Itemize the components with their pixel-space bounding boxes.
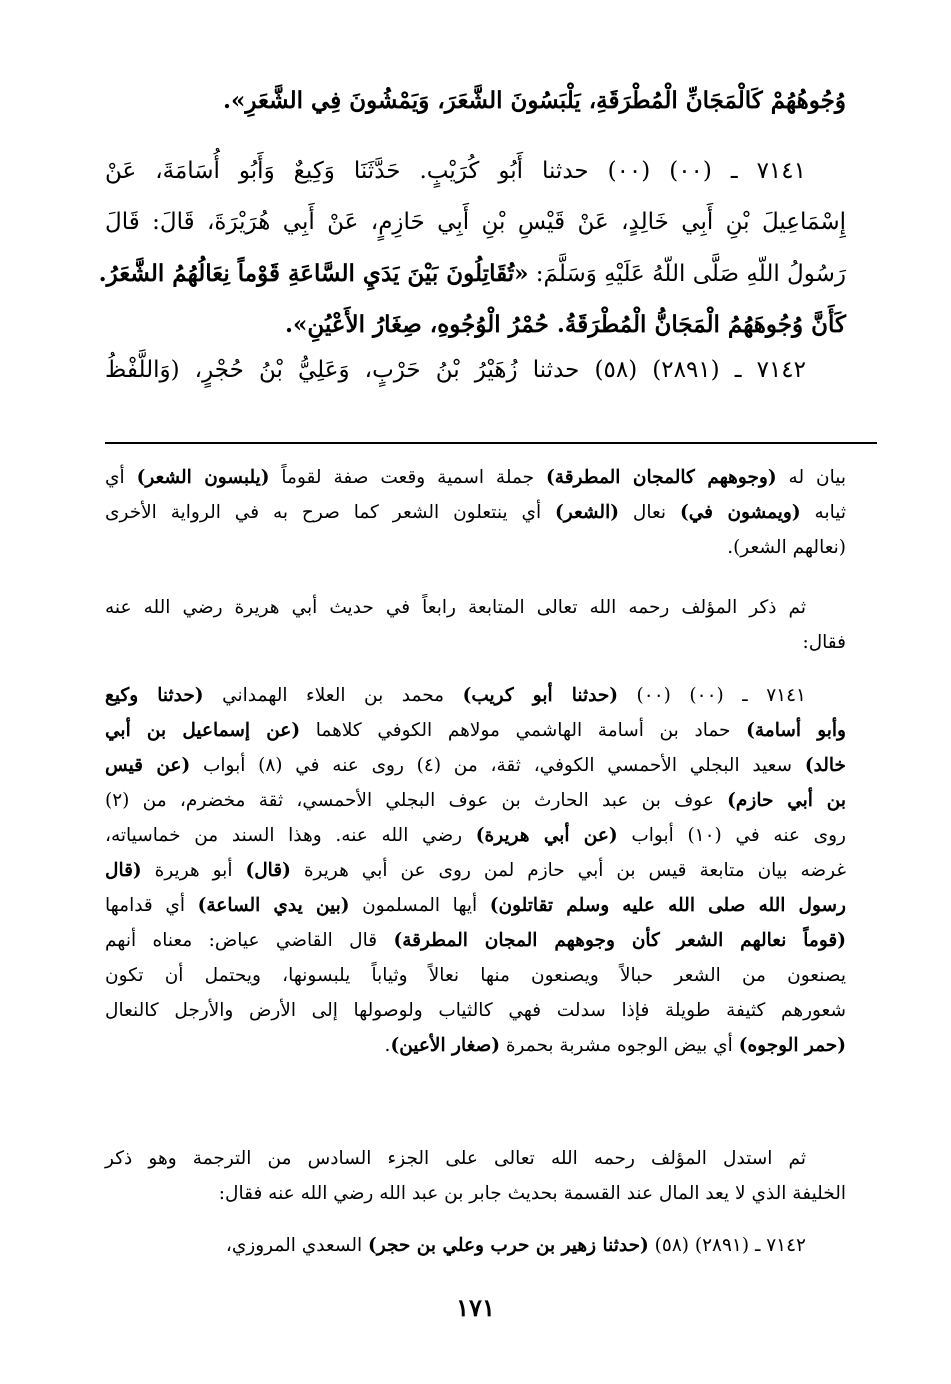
commentary-line: بن أبي حازم) عوف بن عبد الحارث بن عوف البجلي الأحمسي، ثقة مخضرم، من (٢) bbox=[105, 790, 846, 811]
page-number: ١٧١ bbox=[456, 1293, 495, 1322]
commentary-line: ٧١٤١ ـ (٠٠) (٠٠) (حدثنا أبو كريب) محمد بن العلاء الهمداني (حدثنا وكيع bbox=[105, 685, 806, 706]
commentary-line: بيان له (وجوههم كالمجان المطرقة) جملة اسمية وقعت صفة لقوماً (يلبسون الشعر) أي bbox=[105, 467, 846, 488]
commentary-line: شعورهم كثيفة طويلة فإذا سدلت فهي كالثياب ولوصولها إلى الأرض والأرجل كالنعال bbox=[105, 1000, 846, 1021]
commentary-line: روى عنه في (١٠) أبواب (عن أبي هريرة) رضي الله عنه. وهذا السند من خماسياته، bbox=[105, 825, 846, 846]
commentary-paragraph bbox=[105, 678, 846, 1063]
commentary-line: فقال: bbox=[802, 632, 846, 653]
hadith-7142-start bbox=[105, 345, 846, 396]
commentary-line: (حمر الوجوه) أي بيض الوجوه مشربة بحمرة (صغار الأعين). bbox=[384, 1035, 846, 1056]
commentary-line: ٧١٤٢ ـ (٢٨٩١) (٥٨) (حدثنا زهير بن حرب وعلي بن حجر) السعدي المروزي، bbox=[225, 1235, 806, 1256]
hadith-text-end bbox=[105, 75, 846, 126]
commentary-line: وأبو أسامة) حماد بن أسامة الهاشمي مولاهم الكوفي كلاهما (عن إسماعيل بن أبي bbox=[105, 720, 846, 741]
hadith-line: وُجُوهُهُمْ كَالْمَجَانِّ الْمُطْرَقَةِ، يَلْبَسُونَ الشَّعَرَ، وَيَمْشُونَ فِي الشَّعَرِ». bbox=[222, 87, 846, 114]
hadith-line: رَسُولُ اللّهِ صَلَّى اللّهُ عَلَيْهِ وَسَلَّمَ: «تُقَاتِلُونَ بَيْنَ يَدَيِ السَّاعَةِ قَوْماً نِعَالُهُمُ الشَّعَرُ. bbox=[98, 260, 846, 287]
commentary-line: خالد) سعيد البجلي الأحمسي الكوفي، ثقة، من (٤) روى عنه في (٨) أبواب (عن قيس bbox=[105, 755, 846, 776]
commentary-line: الخليفة الذي لا يعد المال عند القسمة بحديث جابر بن عبد الله رضي الله عنه فقال: bbox=[218, 1183, 846, 1204]
hadith-7141 bbox=[98, 146, 846, 350]
commentary-paragraph bbox=[105, 1141, 846, 1211]
commentary-paragraph bbox=[105, 460, 846, 565]
commentary-paragraph bbox=[105, 1228, 846, 1263]
commentary-line: (قوماً نعالهم الشعر كأن وجوههم المجان المطرقة) قال القاضي عياض: معناه أنهم bbox=[105, 930, 846, 951]
commentary-line: (نعالهم الشعر). bbox=[727, 537, 846, 558]
commentary-line: رسول الله صلى الله عليه وسلم تقاتلون) أيها المسلمون (بين يدي الساعة) أي قدامها bbox=[105, 895, 846, 916]
commentary-line: ثم ذكر المؤلف رحمه الله تعالى المتابعة رابعاً في حديث أبي هريرة رضي الله عنه bbox=[105, 597, 806, 618]
hadith-line: ٧١٤١ ـ (٠٠) (٠٠) حدثنا أَبُو كُرَيْبٍ. حَدَّثَنَا وَكِيعٌ وَأَبُو أُسَامَةَ، عَنْ bbox=[105, 158, 806, 184]
commentary-line: ثم استدل المؤلف رحمه الله تعالى على الجزء السادس من الترجمة وهو ذكر bbox=[105, 1148, 806, 1169]
commentary-line: ثيابه (ويمشون في) نعال (الشعر) أي ينتعلون الشعر كما صرح به في الرواية الأخرى bbox=[105, 502, 846, 523]
footnote-divider bbox=[105, 442, 877, 444]
hadith-line: كَأَنَّ وُجُوهَهُمُ الْمَجَانُّ الْمُطْرَقَةُ. حُمْرُ الْوُجُوهِ، صِغَارُ الأَعْيُنِ». bbox=[284, 311, 846, 338]
commentary-line: يصنعون من الشعر حبالاً ويصنعون منها نعالاً وثياباً يلبسونها، ويحتمل أن تكون bbox=[105, 965, 846, 986]
hadith-line: ٧١٤٢ ـ (٢٨٩١) (٥٨) حدثنا زُهَيْرُ بْنُ حَرْبٍ، وَعَلِيُّ بْنُ حُجْرٍ، (وَاللَّفْظُ bbox=[105, 357, 807, 383]
commentary-paragraph bbox=[105, 590, 846, 660]
hadith-line: إِسْمَاعِيلَ بْنِ أَبِي خَالِدٍ، عَنْ قَيْسِ بْنِ أَبِي حَازِمٍ، عَنْ أَبِي هُرَيْرَةَ، قَالَ: قَالَ bbox=[105, 209, 846, 235]
commentary-line: غرضه بيان متابعة قيس بن أبي حازم لمن روى عن أبي هريرة (قال) أبو هريرة (قال bbox=[105, 860, 846, 881]
